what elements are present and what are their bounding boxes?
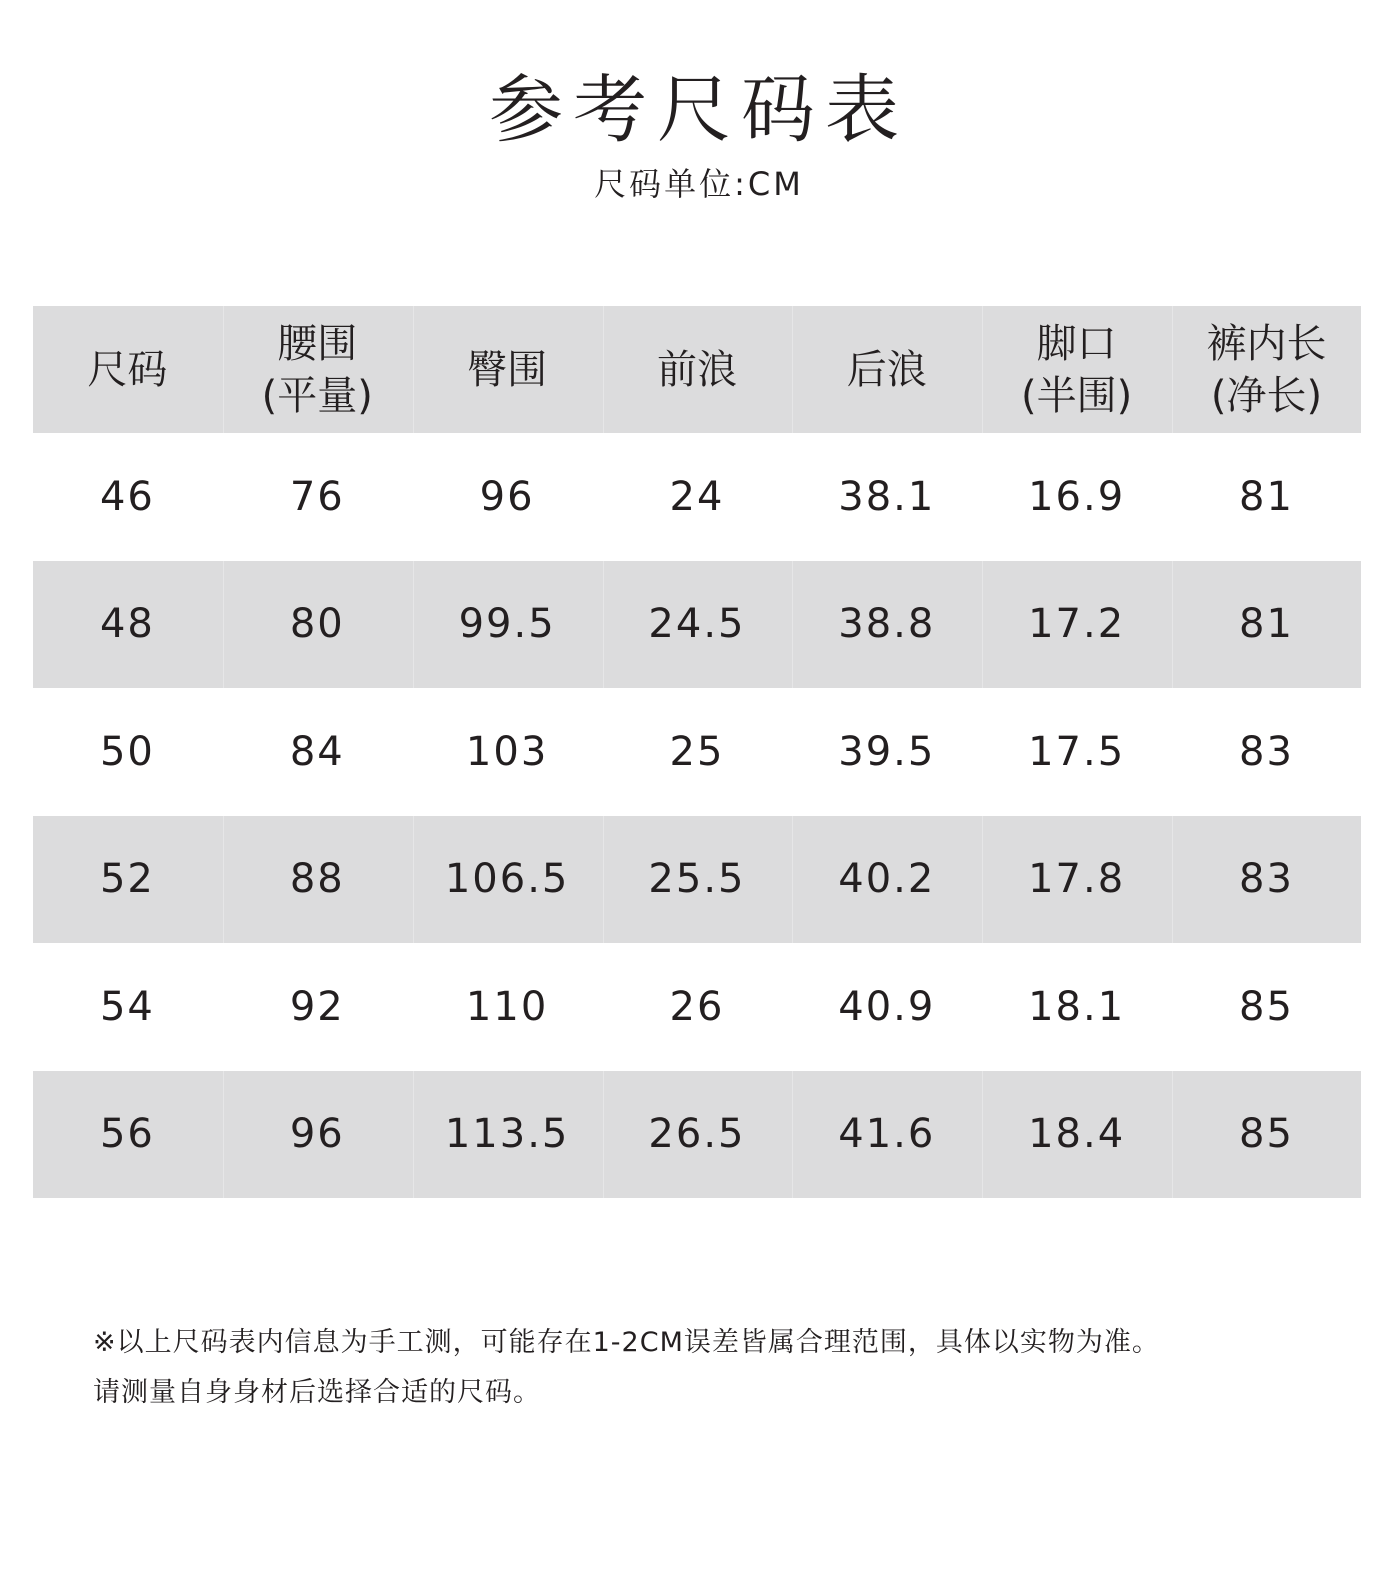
cell-waist: 92	[289, 983, 345, 1030]
note-advice: 请测量自身身材后选择合适的尺码。	[93, 1377, 541, 1408]
cell-back-rise: 40.2	[792, 816, 982, 944]
cell-size: 54	[99, 983, 155, 1030]
cell-hip: 113.5	[412, 1071, 602, 1199]
cell-size: 52	[33, 816, 223, 944]
cell-size: 46	[99, 473, 155, 520]
table-row	[33, 943, 1361, 1071]
cell-inseam: 81	[1239, 473, 1294, 520]
cell-hip: 99.5	[412, 561, 602, 689]
cell-leg-opening: 17.2	[982, 561, 1172, 689]
table-row	[33, 561, 1361, 689]
cell-leg-opening: 17.8	[982, 816, 1172, 944]
cell-inseam: 83	[1239, 728, 1294, 775]
header-back-rise	[792, 306, 982, 433]
cell-waist: 76	[289, 473, 345, 520]
cell-leg-opening: 18.4	[982, 1071, 1172, 1199]
header-leg-opening-note: (半围)	[1021, 372, 1133, 419]
header-hip-label: 臀围	[467, 346, 548, 393]
header-size	[33, 306, 223, 433]
cell-front-rise: 25.5	[602, 816, 792, 944]
cell-front-rise: 26	[669, 983, 725, 1030]
cell-inseam: 83	[1172, 816, 1361, 944]
cell-leg-opening: 18.1	[1028, 983, 1126, 1030]
header-inseam-note: (净长)	[1210, 372, 1323, 419]
cell-leg-opening: 17.5	[1028, 728, 1126, 775]
note-accuracy: ※以上尺码表内信息为手工测，可能存在1-2CM误差皆属合理范围，具体以实物为准。	[93, 1327, 1160, 1358]
table-row	[33, 433, 1361, 561]
cell-front-rise: 25	[669, 728, 725, 775]
header-leg-opening	[982, 306, 1172, 433]
cell-back-rise: 39.5	[838, 728, 936, 775]
page-title: 参考尺码表	[489, 67, 909, 153]
table-row	[33, 816, 1361, 944]
cell-front-rise: 26.5	[602, 1071, 792, 1199]
header-hip	[412, 306, 602, 433]
header-inseam	[1172, 306, 1361, 433]
cell-size: 56	[33, 1071, 223, 1199]
cell-waist: 88	[222, 816, 412, 944]
header-front-rise	[602, 306, 792, 433]
cell-size: 48	[33, 561, 223, 689]
cell-back-rise: 40.9	[838, 983, 936, 1030]
cell-inseam: 85	[1172, 1071, 1361, 1199]
unit-subtitle: 尺码单位:CM	[594, 165, 804, 203]
header-waist	[222, 306, 412, 433]
cell-hip: 110	[465, 983, 549, 1030]
cell-front-rise: 24	[669, 473, 725, 520]
cell-waist: 80	[222, 561, 412, 689]
cell-front-rise: 24.5	[602, 561, 792, 689]
cell-hip: 96	[479, 473, 535, 520]
header-waist-note: (平量)	[261, 372, 373, 419]
cell-hip: 106.5	[412, 816, 602, 944]
table-header-row	[33, 306, 1361, 433]
cell-back-rise: 38.8	[792, 561, 982, 689]
header-size-label: 尺码	[87, 346, 168, 393]
cell-leg-opening: 16.9	[1028, 473, 1126, 520]
header-front-rise-label: 前浪	[656, 346, 737, 393]
header-waist-label: 腰围	[277, 320, 358, 367]
header-leg-opening-label: 脚口	[1036, 320, 1117, 367]
size-chart-table	[32, 306, 1361, 1198]
cell-back-rise: 41.6	[792, 1071, 982, 1199]
cell-waist: 84	[289, 728, 345, 775]
cell-back-rise: 38.1	[838, 473, 936, 520]
measurement-notes	[93, 1318, 1343, 1418]
cell-inseam: 85	[1239, 983, 1294, 1030]
header-inseam-label: 裤内长	[1206, 320, 1327, 367]
table-row	[33, 1071, 1361, 1199]
cell-size: 50	[99, 728, 155, 775]
cell-waist: 96	[222, 1071, 412, 1199]
header-back-rise-label: 后浪	[846, 346, 927, 393]
cell-hip: 103	[465, 728, 549, 775]
table-row	[33, 688, 1361, 816]
cell-inseam: 81	[1172, 561, 1361, 689]
